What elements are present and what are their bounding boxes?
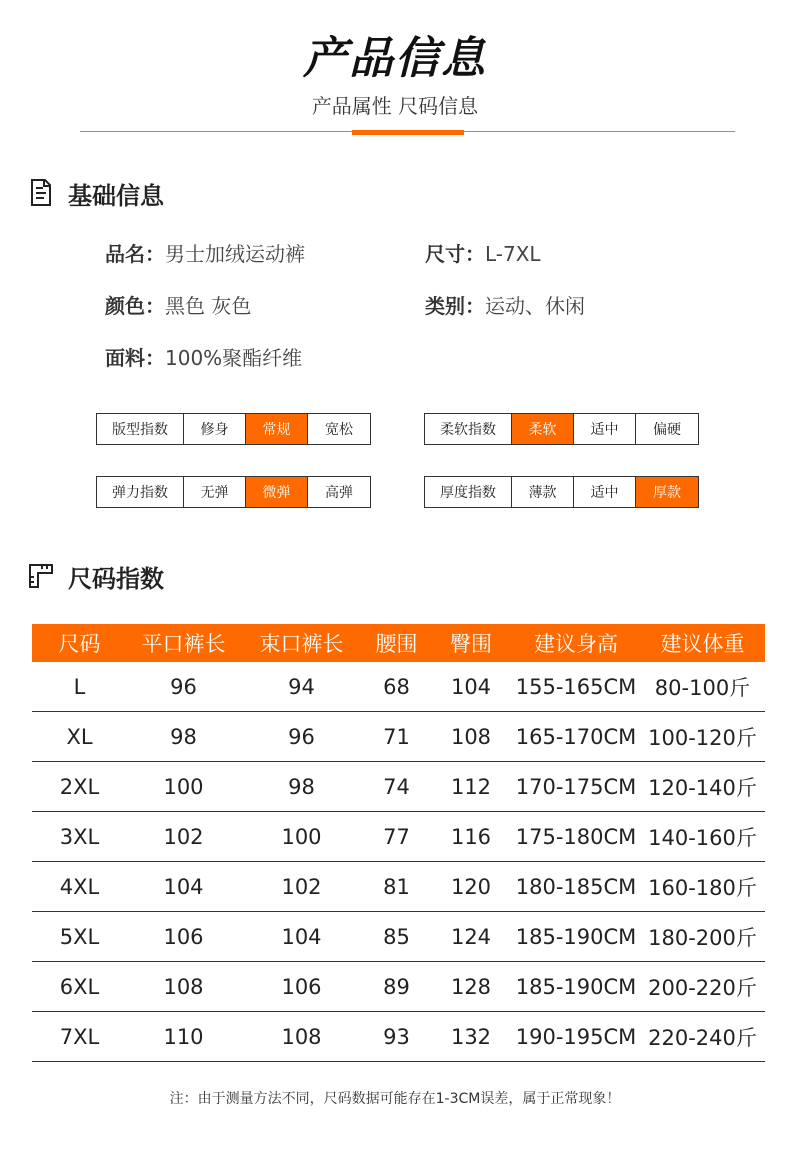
scale-option: 偏硬 xyxy=(653,422,681,438)
table-cell: 81 xyxy=(383,874,410,899)
document-icon xyxy=(28,178,54,208)
table-cell: 100 xyxy=(281,824,322,849)
table-cell: 110 xyxy=(163,1024,204,1049)
table-cell: 98 xyxy=(288,774,315,799)
table-cell: 104 xyxy=(281,924,322,949)
info-field-fabric: 面料：100%聚酯纤维 xyxy=(105,346,303,370)
table-cell: 155-165CM xyxy=(515,674,637,699)
size-index-title: 尺码指数 xyxy=(68,564,164,593)
table-cell: L xyxy=(73,674,86,699)
table-cell: 96 xyxy=(170,674,197,699)
column-header: 建议体重 xyxy=(660,632,745,656)
table-cell: 165-170CM xyxy=(515,724,637,749)
scale-option: 高弹 xyxy=(325,485,353,501)
scale-option-selected: 常规 xyxy=(246,414,308,444)
table-cell: 175-180CM xyxy=(515,824,637,849)
table-row xyxy=(32,912,765,962)
scale-label: 弹力指数 xyxy=(97,477,184,507)
table-cell: 185-190CM xyxy=(515,924,637,949)
table-cell: 77 xyxy=(383,824,410,849)
table-cell: 6XL xyxy=(59,974,100,999)
table-cell: 180-185CM xyxy=(515,874,637,899)
table-cell: 108 xyxy=(281,1024,322,1049)
column-header: 腰围 xyxy=(375,632,418,656)
table-cell: 106 xyxy=(163,924,204,949)
table-cell: 74 xyxy=(383,774,410,799)
table-cell: 120 xyxy=(450,874,492,899)
table-cell: 132 xyxy=(450,1024,492,1049)
scale-label: 厚度指数 xyxy=(425,477,512,507)
scale-option: 宽松 xyxy=(325,422,353,438)
table-cell: 190-195CM xyxy=(515,1024,637,1049)
table-body xyxy=(32,662,765,1062)
table-cell: 3XL xyxy=(59,824,100,849)
table-cell: 5XL xyxy=(59,924,100,949)
table-cell: 140-160斤 xyxy=(648,825,757,850)
scale-softness xyxy=(424,413,699,445)
scale-elasticity xyxy=(96,476,371,508)
table-cell: 71 xyxy=(383,724,410,749)
table-cell: 106 xyxy=(281,974,322,999)
table-cell: 102 xyxy=(163,824,204,849)
column-header: 束口裤长 xyxy=(259,632,344,656)
table-cell: 100-120斤 xyxy=(648,725,757,750)
table-row xyxy=(32,862,765,912)
scale-label: 版型指数 xyxy=(97,414,184,444)
table-cell: 2XL xyxy=(59,774,100,799)
scale-option: 薄款 xyxy=(512,477,574,507)
table-cell: 200-220斤 xyxy=(648,975,757,1000)
scale-fit xyxy=(96,413,371,445)
table-cell: 116 xyxy=(450,824,492,849)
size-table xyxy=(32,624,765,1062)
table-row xyxy=(32,762,765,812)
page-title: 产品信息 xyxy=(303,33,487,84)
info-field-name: 品名：男士加绒运动裤 xyxy=(105,242,305,266)
scale-thickness xyxy=(424,476,699,508)
info-field-category: 类别：运动、休闲 xyxy=(425,294,585,318)
table-row xyxy=(32,1012,765,1062)
table-cell: 220-240斤 xyxy=(648,1025,757,1050)
ruler-icon xyxy=(28,561,54,591)
table-cell: XL xyxy=(66,724,93,749)
info-field-color: 颜色：黑色 灰色 xyxy=(105,294,252,318)
scale-option: 无弹 xyxy=(184,477,246,507)
scale-option: 修身 xyxy=(184,414,246,444)
basic-info-header xyxy=(28,175,164,211)
footnote: 注：由于测量方法不同，尺码数据可能存在1-3CM误差，属于正常现象！ xyxy=(169,1091,621,1107)
table-cell: 68 xyxy=(383,674,410,699)
table-row xyxy=(32,812,765,862)
table-cell: 4XL xyxy=(59,874,100,899)
table-cell: 98 xyxy=(170,724,197,749)
table-cell: 94 xyxy=(288,674,315,699)
table-cell: 180-200斤 xyxy=(648,925,757,950)
table-cell: 104 xyxy=(163,874,204,899)
scale-option-selected: 柔软 xyxy=(512,414,574,444)
scale-option-selected: 微弹 xyxy=(246,477,308,507)
table-cell: 102 xyxy=(281,874,322,899)
table-cell: 120-140斤 xyxy=(648,775,757,800)
column-header: 臀围 xyxy=(450,632,492,656)
size-index-header xyxy=(28,558,164,594)
table-cell: 104 xyxy=(450,674,492,699)
page-subtitle: 产品属性 尺码信息 xyxy=(311,94,479,118)
table-cell: 80-100斤 xyxy=(654,675,751,700)
table-cell: 128 xyxy=(450,974,492,999)
table-cell: 89 xyxy=(383,974,410,999)
table-cell: 108 xyxy=(163,974,204,999)
column-header: 平口裤长 xyxy=(141,632,226,656)
column-header: 尺码 xyxy=(58,632,101,656)
table-row xyxy=(32,662,765,712)
scale-label: 柔软指数 xyxy=(425,414,512,444)
table-cell: 185-190CM xyxy=(515,974,637,999)
table-row xyxy=(32,962,765,1012)
table-row xyxy=(32,712,765,762)
info-field-size: 尺寸：L-7XL xyxy=(425,242,541,266)
table-cell: 96 xyxy=(288,724,315,749)
column-header: 建议身高 xyxy=(534,632,618,656)
basic-info-title: 基础信息 xyxy=(68,181,164,210)
scale-option-selected: 厚款 xyxy=(636,477,698,507)
table-cell: 108 xyxy=(450,724,492,749)
table-cell: 112 xyxy=(450,774,492,799)
scale-option: 适中 xyxy=(574,477,636,507)
scale-option: 适中 xyxy=(574,414,636,444)
table-cell: 85 xyxy=(383,924,410,949)
table-cell: 170-175CM xyxy=(515,774,637,799)
table-cell: 7XL xyxy=(59,1024,100,1049)
table-cell: 160-180斤 xyxy=(648,875,757,900)
table-cell: 100 xyxy=(163,774,204,799)
header-accent-bar xyxy=(352,130,464,135)
table-header xyxy=(32,624,765,662)
table-cell: 93 xyxy=(383,1024,410,1049)
table-cell: 124 xyxy=(450,924,492,949)
